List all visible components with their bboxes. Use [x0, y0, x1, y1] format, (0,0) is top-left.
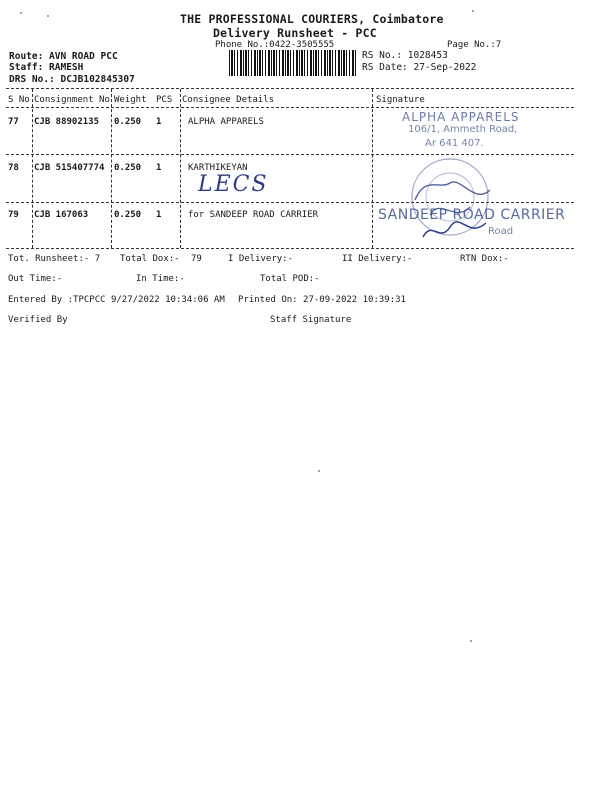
- entered-by: Entered By :TPCPCC 9/27/2022 10:34:06 AM: [8, 295, 225, 305]
- staff: Staff: RAMESH: [9, 62, 84, 73]
- company-stamp-pin: Ar 641 407.: [425, 138, 484, 149]
- col-header-weight: Weight: [114, 95, 147, 105]
- column-divider: [111, 89, 112, 248]
- table-row-consignment: CJB 515407774: [34, 163, 105, 173]
- divider: [6, 88, 574, 89]
- document-title: Delivery Runsheet - PCC: [213, 26, 377, 40]
- table-row-consignee: ALPHA APPARELS: [188, 117, 264, 127]
- table-row-consignee: KARTHIKEYAN: [188, 163, 248, 173]
- table-row-consignee: for SANDEEP ROAD CARRIER: [188, 210, 319, 220]
- staff-signature: Staff Signature: [270, 315, 352, 325]
- i-delivery: I Delivery:-: [228, 254, 294, 264]
- verified-by: Verified By: [8, 315, 68, 325]
- col-header-pcs: PCS: [156, 95, 173, 105]
- rs-number: RS No.: 1028453: [362, 50, 448, 61]
- table-row-sno: 79: [8, 210, 19, 220]
- total-runsheet: Tot. Runsheet:- 7: [8, 254, 101, 264]
- scan-speck: [47, 15, 49, 17]
- printed-on: Printed On: 27-09-2022 10:39:31: [238, 295, 406, 305]
- total-dox-value: 79: [191, 254, 202, 264]
- scan-speck: [470, 640, 472, 642]
- scan-speck: [472, 10, 474, 12]
- table-row-sno: 78: [8, 163, 19, 173]
- company-stamp: ALPHA APPARELS: [402, 110, 520, 124]
- col-header-consignment: Consignment No: [34, 95, 110, 105]
- table-row-sno: 77: [8, 117, 19, 127]
- col-header-consignee: Consignee Details: [182, 95, 275, 105]
- barcode: [229, 50, 357, 76]
- divider: [6, 107, 574, 108]
- company-stamp-address: 106/1, Ammeth Road,: [408, 124, 518, 135]
- table-row-consignment: CJB 88902135: [34, 117, 100, 127]
- col-header-sno: S No: [8, 95, 30, 105]
- table-row-pcs: 1: [156, 210, 162, 220]
- scan-speck: [20, 12, 22, 14]
- page-number: Page No.:7: [447, 40, 502, 50]
- ii-delivery: II Delivery:-: [342, 254, 413, 264]
- signature-scribble-icon: [420, 215, 490, 245]
- column-divider: [180, 89, 181, 248]
- table-row-consignment: CJB 167063: [34, 210, 89, 220]
- rs-date: RS Date: 27-Sep-2022: [362, 62, 477, 73]
- total-pod: Total POD:-: [260, 274, 320, 284]
- column-divider: [32, 89, 33, 248]
- drs-number: DRS No.: DCJB102845307: [9, 74, 135, 85]
- scan-speck: [318, 470, 320, 472]
- carrier-stamp: SANDEEP ROAD CARRIER: [378, 207, 566, 223]
- company-name: THE PROFESSIONAL COURIERS, Coimbatore: [180, 12, 444, 26]
- table-row-weight: 0.250: [114, 117, 142, 127]
- carrier-stamp-line: Road: [488, 226, 514, 237]
- table-row-pcs: 1: [156, 163, 162, 173]
- in-time: In Time:-: [136, 274, 185, 284]
- phone-number: Phone No.:0422-3505555: [215, 40, 335, 50]
- column-divider: [372, 89, 373, 248]
- total-dox-label: Total Dox:-: [120, 254, 180, 264]
- table-row-pcs: 1: [156, 117, 162, 127]
- table-row-weight: 0.250: [114, 210, 142, 220]
- handwritten-signature: LECS: [198, 172, 269, 197]
- route: Route: AVN ROAD PCC: [9, 51, 118, 62]
- col-header-signature: Signature: [376, 95, 425, 105]
- table-row-weight: 0.250: [114, 163, 142, 173]
- out-time: Out Time:-: [8, 274, 63, 284]
- rtn-dox: RTN Dox:-: [460, 254, 509, 264]
